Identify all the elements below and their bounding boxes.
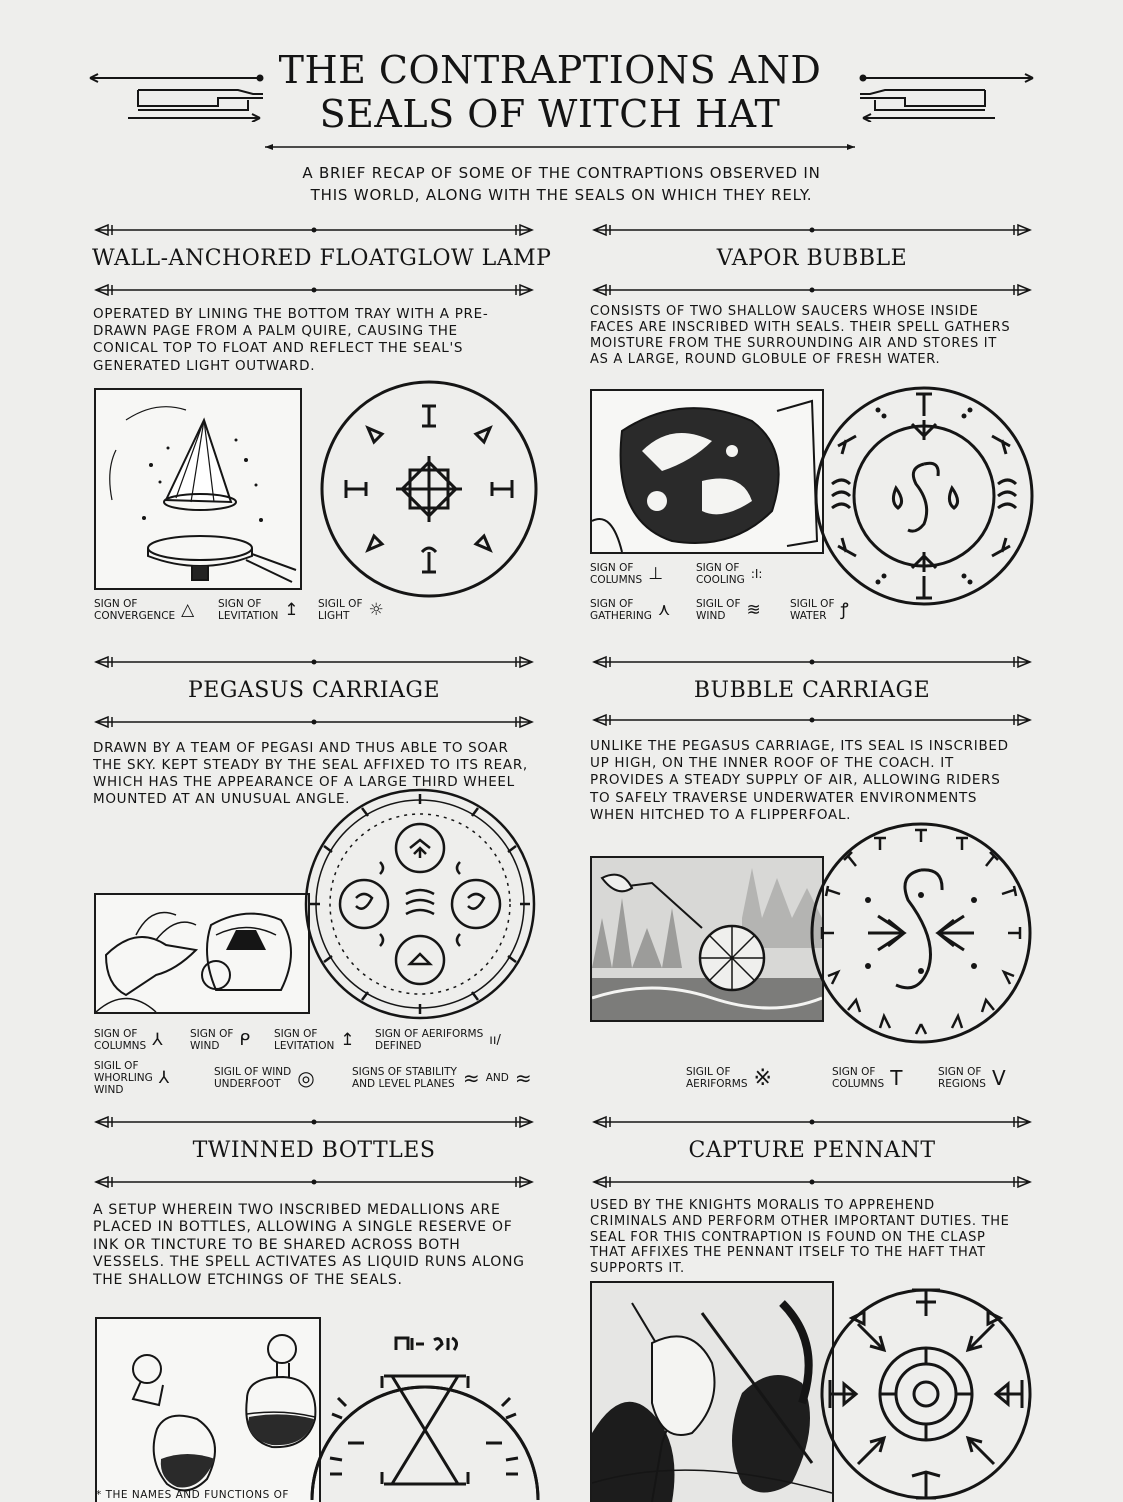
twinned-bottles-drawing	[97, 1319, 319, 1502]
page-subtitle	[180, 162, 943, 206]
lamp-legend-levitation	[218, 598, 299, 622]
legend-label: SIGN OF LEVITATION	[218, 598, 279, 622]
legend-label: SIGN OF AERIFORMS DEFINED	[375, 1028, 484, 1052]
legend-label: SIGN OF COOLING	[696, 562, 745, 586]
levitation-sign-icon: ↥	[284, 599, 299, 620]
bubble-legend-regions	[938, 1066, 1006, 1090]
title-underline	[265, 142, 855, 152]
section-description-vapor: CONSISTS OF TWO SHALLOW SAUCERS WHOSE INSIDE FACES ARE INSCRIBED WITH SEALS. THEIR SPELL GATHERS MOISTURE FROM THE SURROUNDING AIR AND STORES IT AS A LARGE, ROUND GLOBULE OF FRESH WATER.	[590, 304, 1011, 367]
section-title-bubble: BUBBLE CARRIAGE	[693, 678, 931, 703]
vapor-legend-water	[790, 598, 849, 622]
legend-label: SIGN OF LEVITATION	[274, 1028, 335, 1052]
bubble-illustration	[590, 856, 824, 1022]
wind-underfoot-sigil-icon: ◎	[297, 1065, 315, 1090]
legend-label: AND	[485, 1072, 509, 1084]
level-planes-sign-icon: ≈	[514, 1065, 532, 1090]
lamp-legend-light	[318, 598, 384, 622]
legend-label: SIGN OF REGIONS	[938, 1066, 986, 1090]
regions-sign-icon: V	[991, 1065, 1006, 1090]
legend-label: SIGIL OF LIGHT	[318, 598, 363, 622]
pegasus-legend-wind-underfoot	[214, 1066, 315, 1090]
pegasus-legend-levitation	[274, 1028, 355, 1052]
pegasus-seal	[302, 786, 538, 1022]
pennant-seal	[816, 1276, 1034, 1500]
lamp-illustration	[94, 388, 302, 590]
footnote: * THE NAMES AND FUNCTIONS OF	[96, 1489, 289, 1501]
vapor-seal	[812, 384, 1036, 608]
section-description-pegasus: DRAWN BY A TEAM OF PEGASI AND THUS ABLE TO SOAR THE SKY. KEPT STEADY BY THE SEAL AFFIXED TO ITS REAR, WHICH HAS THE APPEARANCE OF A LARGE THIRD WHEEL MOUNTED AT AN UNUSUAL ANGLE.	[93, 740, 528, 807]
legend-label: SIGN OF GATHERING	[590, 598, 652, 622]
header-flourish-left	[88, 70, 268, 122]
stability-sign-icon: ≈	[462, 1065, 480, 1090]
vapor-illustration	[590, 389, 824, 554]
legend-label: SIGN OF COLUMNS	[832, 1066, 885, 1090]
section-description-bottles: A SETUP WHEREIN TWO INSCRIBED MEDALLIONS ARE PLACED IN BOTTLES, ALLOWING A SINGLE RESERVE OF INK OR TINCTURE TO BE SHARED ACROSS BOTH VESSELS. THE SPELL ACTIVATES AS LIQUID RUNS ALONG THE SHALLOW ETCHINGS OF THE SEALS.	[93, 1202, 525, 1288]
legend-label: SIGN OF CONVERGENCE	[94, 598, 176, 622]
divider-rule	[590, 712, 1034, 728]
title-line-1: THE CONTRAPTIONS AND	[278, 48, 822, 92]
lamp-legend-convergence	[94, 598, 194, 622]
bottles-seal	[308, 1318, 542, 1500]
section-title-bottles: TWINNED BOTTLES	[192, 1138, 436, 1163]
legend-label: SIGIL OF WATER	[790, 598, 835, 622]
bubble-seal	[808, 820, 1034, 1046]
columns-sign-icon: T	[890, 1065, 903, 1090]
pegasus-legend-aeriforms	[375, 1028, 501, 1052]
divider-rule	[590, 222, 1034, 238]
legend-label: SIGNS OF STABILITY AND LEVEL PLANES	[352, 1066, 457, 1090]
section-title-lamp: WALL-ANCHORED FLOATGLOW LAMP	[92, 246, 552, 271]
bubble-carriage-drawing	[592, 858, 822, 1020]
whorling-wind-sigil-icon: ⅄	[158, 1067, 170, 1088]
section-title-pegasus: PEGASUS CARRIAGE	[187, 678, 441, 703]
legend-label: SIGN OF COLUMNS	[590, 562, 643, 586]
gathering-sign-icon: ⋏	[657, 599, 671, 620]
pegasus-legend-columns	[94, 1028, 163, 1052]
vapor-legend-cooling	[696, 562, 762, 586]
light-sigil-icon: ☼	[368, 599, 384, 620]
columns-sign-icon: ⅄	[152, 1029, 163, 1050]
legend-label: SIGN OF WIND	[190, 1028, 234, 1052]
levitation-sign-icon: ↥	[340, 1029, 355, 1050]
divider-rule	[590, 1174, 1034, 1190]
legend-label: SIGIL OF WHORLING WIND	[94, 1060, 153, 1096]
divider-rule	[92, 654, 536, 670]
aeriforms-sigil-icon: ※	[753, 1065, 772, 1091]
section-title-vapor: VAPOR BUBBLE	[716, 246, 908, 271]
bottles-illustration	[95, 1317, 321, 1502]
title-line-2: SEALS OF WITCH HAT	[319, 92, 781, 136]
legend-label: SIGIL OF WIND UNDERFOOT	[214, 1066, 292, 1090]
pennant-illustration	[590, 1281, 834, 1502]
bubble-legend-aeriforms	[686, 1066, 772, 1090]
section-description-bubble: UNLIKE THE PEGASUS CARRIAGE, ITS SEAL IS INSCRIBED UP HIGH, ON THE INNER ROOF OF THE COACH. IT PROVIDES A STEADY SUPPLY OF AIR, ALLOWING RIDERS TO SAFELY TRAVERSE UNDERWATER ENVIRONMENTS WHEN HITCHED TO A FLIPPERFOAL.	[590, 738, 1009, 823]
subtitle-line-1: A BRIEF RECAP OF SOME OF THE CONTRAPTIONS OBSERVED IN	[302, 164, 821, 182]
vapor-legend-columns	[590, 562, 663, 586]
page-title	[270, 48, 830, 136]
columns-sign-icon: ⊥	[648, 563, 663, 584]
bubble-legend-columns	[832, 1066, 902, 1090]
pegasus-legend-whorling-wind	[94, 1060, 169, 1096]
aeriforms-sign-icon: ıı/	[489, 1032, 501, 1048]
section-description-lamp: OPERATED BY LINING THE BOTTOM TRAY WITH A PRE-DRAWN PAGE FROM A PALM QUIRE, CAUSING THE CONICAL TOP TO FLOAT AND REFLECT THE SEAL'S GENERATED LIGHT OUTWARD.	[93, 306, 489, 374]
wind-sigil-icon: ≋	[746, 599, 761, 620]
section-description-pennant: USED BY THE KNIGHTS MORALIS TO APPREHEND CRIMINALS AND PERFORM OTHER IMPORTANT DUTIES. THE SEAL FOR THIS CONTRAPTION IS FOUND ON THE CLASP THAT AFFIXES THE PENNANT ITSELF TO THE HAFT THAT SUPPORTS IT.	[590, 1198, 1010, 1277]
legend-label: SIGN OF COLUMNS	[94, 1028, 147, 1052]
divider-rule	[92, 1174, 536, 1190]
divider-rule	[92, 1114, 536, 1130]
divider-rule	[92, 714, 536, 730]
wind-sign-icon: ᑭ	[239, 1029, 251, 1050]
pegasus-legend-stability	[352, 1066, 532, 1090]
pegasus-illustration	[94, 893, 310, 1014]
divider-rule	[590, 654, 1034, 670]
section-title-pennant: CAPTURE PENNANT	[688, 1138, 936, 1163]
vapor-legend-gathering	[590, 598, 670, 622]
pegasus-legend-wind	[190, 1028, 250, 1052]
cooling-sign-icon: :I:	[750, 566, 763, 581]
capture-pennant-drawing	[592, 1283, 832, 1502]
divider-rule	[92, 282, 536, 298]
water-sigil-icon: ꝭ	[840, 599, 849, 620]
legend-label: SIGIL OF AERIFORMS	[686, 1066, 748, 1090]
header-flourish-right	[855, 70, 1035, 122]
vapor-bubble-drawing	[592, 391, 822, 552]
divider-rule	[590, 1114, 1034, 1130]
divider-rule	[92, 222, 536, 238]
subtitle-line-2: THIS WORLD, ALONG WITH THE SEALS ON WHICH THEY RELY.	[310, 186, 813, 204]
convergence-sign-icon: △	[181, 599, 195, 620]
legend-label: SIGIL OF WIND	[696, 598, 741, 622]
vapor-legend-wind	[696, 598, 761, 622]
pegasus-carriage-drawing	[96, 895, 308, 1012]
lamp-seal	[318, 378, 540, 600]
floatglow-lamp-drawing	[96, 390, 300, 588]
divider-rule	[590, 282, 1034, 298]
